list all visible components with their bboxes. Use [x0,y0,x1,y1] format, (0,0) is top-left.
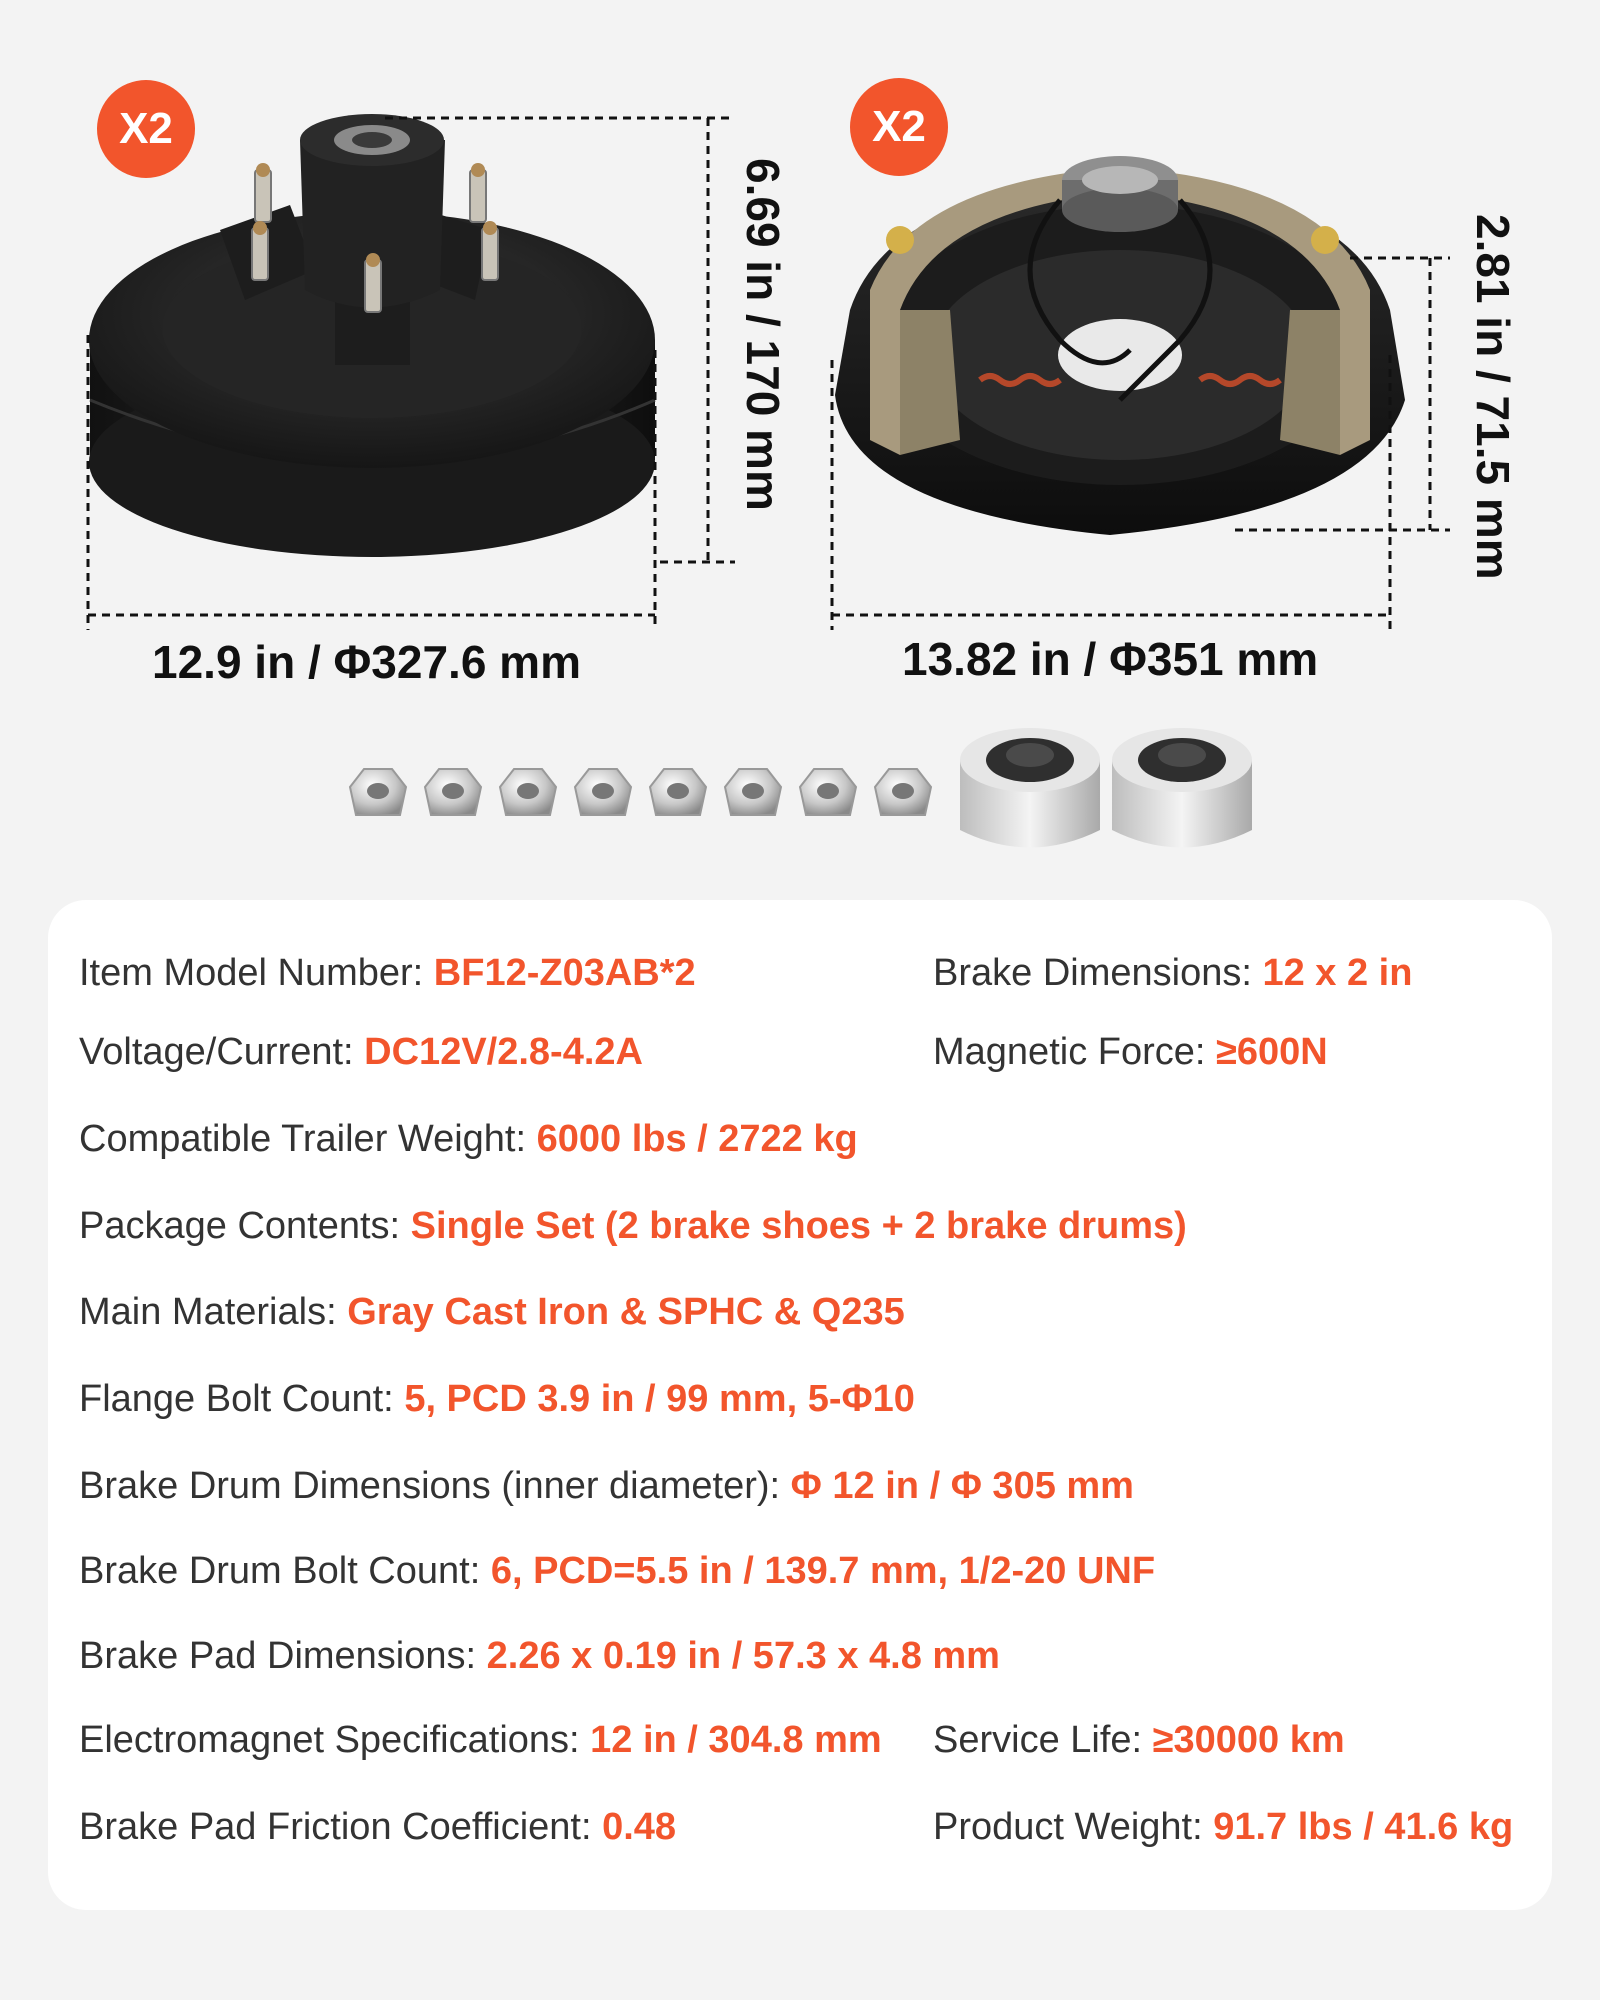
lug-nut [350,769,406,815]
lug-nut [500,769,556,815]
spec-label: Brake Drum Dimensions (inner diameter): [79,1465,791,1507]
spec-value: ≥600N [1216,1031,1328,1073]
spec-model [79,952,696,995]
lug-nut [800,769,856,815]
spec-value: 6, PCD=5.5 in / 139.7 mm, 1/2-20 UNF [490,1550,1156,1592]
spec-label: Flange Bolt Count: [79,1378,405,1420]
spec-value: Single Set (2 brake shoes + 2 brake drums) [410,1205,1187,1247]
spec-flange-bolts [79,1378,915,1421]
spec-value: DC12V/2.8-4.2A [364,1031,643,1073]
spec-label: Compatible Trailer Weight: [79,1118,537,1160]
spec-label: Electromagnet Specifications: [79,1719,591,1761]
spec-value: 12 x 2 in [1262,952,1413,994]
lug-nut [725,769,781,815]
spec-package-contents [79,1205,1187,1248]
spec-value: ≥30000 km [1152,1719,1345,1761]
lug-nut [575,769,631,815]
spec-trailer-weight [79,1118,858,1161]
dust-cap [960,728,1100,848]
spec-pad-dimensions [79,1635,1000,1678]
spec-value: Gray Cast Iron & SPHC & Q235 [347,1291,905,1333]
spec-label: Magnetic Force: [933,1031,1216,1073]
spec-voltage [79,1031,643,1074]
quantity-badge-shoe: X2 [850,78,948,176]
spec-label: Brake Drum Bolt Count: [79,1550,491,1592]
spec-label: Brake Pad Dimensions: [79,1635,487,1677]
lug-nut [425,769,481,815]
lug-nut [875,769,931,815]
shoe-dimension-lines [0,0,1600,640]
spec-value: 91.7 lbs / 41.6 kg [1213,1806,1514,1848]
spec-weight [933,1806,1513,1849]
spec-value: 0.48 [602,1806,677,1848]
spec-value: Φ 12 in / Φ 305 mm [790,1465,1134,1507]
spec-label: Service Life: [933,1719,1153,1761]
spec-materials [79,1291,905,1334]
drum-height-label: 6.69 in / 170 mm [737,158,789,511]
spec-label: Brake Pad Friction Coefficient: [79,1806,603,1848]
lug-nuts-and-caps-image [340,715,1260,865]
spec-label: Product Weight: [933,1806,1214,1848]
shoe-height-label: 2.81 in / 71.5 mm [1467,214,1519,580]
spec-value: 5, PCD 3.9 in / 99 mm, 5-Φ10 [404,1378,915,1420]
spec-friction [79,1806,676,1849]
spec-value: BF12-Z03AB*2 [433,952,696,994]
quantity-badge-drum: X2 [97,80,195,178]
spec-label: Item Model Number: [79,952,434,994]
shoe-width-label: 13.82 in / Φ351 mm [902,633,1319,685]
spec-label: Main Materials: [79,1291,348,1333]
spec-brake-dimensions [933,952,1412,995]
spec-label: Voltage/Current: [79,1031,365,1073]
spec-magnetic-force [933,1031,1328,1074]
spec-label: Brake Dimensions: [933,952,1263,994]
spec-value: 12 in / 304.8 mm [590,1719,882,1761]
spec-label: Package Contents: [79,1205,411,1247]
dust-cap [1112,728,1252,848]
drum-width-label: 12.9 in / Φ327.6 mm [152,636,581,688]
spec-value: 6000 lbs / 2722 kg [536,1118,858,1160]
spec-service-life [933,1719,1345,1762]
lug-nut [650,769,706,815]
spec-value: 2.26 x 0.19 in / 57.3 x 4.8 mm [486,1635,1000,1677]
spec-electromagnet [79,1719,882,1762]
spec-drum-bolts [79,1550,1155,1593]
spec-drum-dimensions [79,1465,1134,1508]
